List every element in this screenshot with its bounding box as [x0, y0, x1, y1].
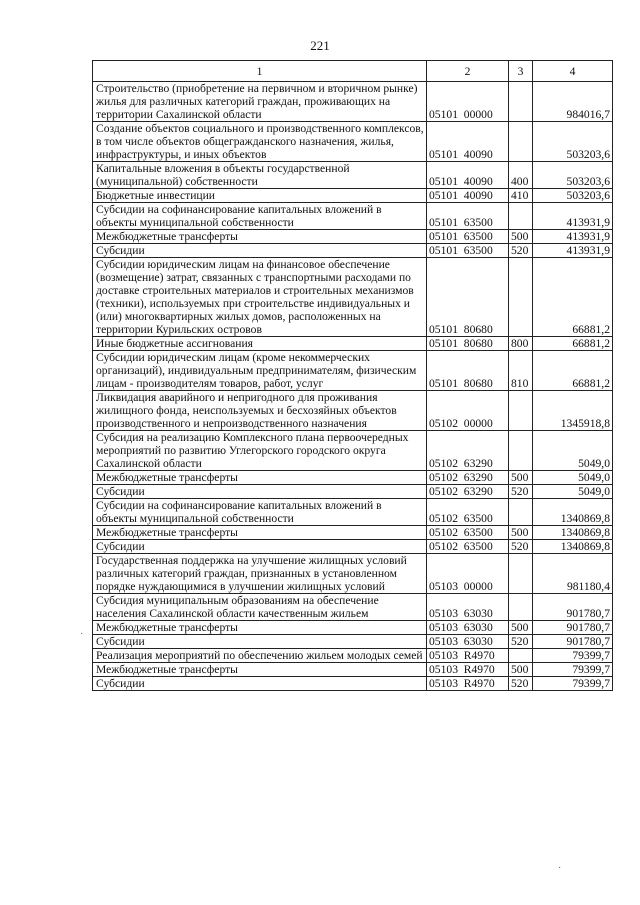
row-type-cell	[509, 499, 533, 526]
row-amount-cell: 901780,7	[533, 635, 613, 649]
table-row	[93, 189, 613, 203]
row-type-cell: 500	[509, 621, 533, 635]
row-name-cell: Субсидия на реализацию Комплексного плана первоочередных мероприятий по развитию Углегорского городского округа Сахалинской области	[93, 431, 427, 471]
table-row	[93, 203, 613, 230]
table-row	[93, 230, 613, 244]
row-type-cell: 500	[509, 526, 533, 540]
table-row	[93, 663, 613, 677]
row-code-cell: 05102 63500	[427, 499, 509, 526]
row-amount-cell: 413931,9	[533, 230, 613, 244]
row-type-cell: 810	[509, 351, 533, 391]
row-name-cell: Межбюджетные трансферты	[93, 230, 427, 244]
table-row	[93, 677, 613, 691]
row-code-cell: 05103 R4970	[427, 663, 509, 677]
row-type-cell	[509, 258, 533, 337]
row-type-cell	[509, 594, 533, 621]
row-code-cell: 05101 80680	[427, 258, 509, 337]
row-code-cell: 05102 63500	[427, 526, 509, 540]
row-name-cell: Межбюджетные трансферты	[93, 526, 427, 540]
row-code-cell: 05103 63030	[427, 635, 509, 649]
budget-table	[92, 60, 613, 691]
row-name-cell: Межбюджетные трансферты	[93, 663, 427, 677]
scan-speck: ·	[558, 862, 562, 873]
row-type-cell	[509, 82, 533, 122]
row-amount-cell: 984016,7	[533, 82, 613, 122]
row-name-cell: Государственная поддержка на улучшение жилищных условий различных категорий граждан, признанных в установленном порядке нуждающимися в улучшении жилищных условий	[93, 554, 427, 594]
row-name-cell: Субсидии юридическим лицам (кроме некоммерческих организаций), индивидуальным предпринимателям, физическим лицам - производителям товаров, работ, услуг	[93, 351, 427, 391]
row-amount-cell: 66881,2	[533, 351, 613, 391]
row-type-cell	[509, 203, 533, 230]
row-amount-cell: 901780,7	[533, 621, 613, 635]
row-name-cell: Субсидии на софинансирование капитальных вложений в объекты муниципальной собственности	[93, 499, 427, 526]
row-code-cell: 05103 00000	[427, 554, 509, 594]
table-row	[93, 526, 613, 540]
row-amount-cell: 66881,2	[533, 337, 613, 351]
row-code-cell: 05101 63500	[427, 203, 509, 230]
row-code-cell: 05103 63030	[427, 621, 509, 635]
row-type-cell: 400	[509, 162, 533, 189]
row-type-cell	[509, 122, 533, 162]
row-amount-cell: 5049,0	[533, 431, 613, 471]
row-code-cell: 05102 63290	[427, 471, 509, 485]
row-type-cell: 500	[509, 471, 533, 485]
row-amount-cell: 503203,6	[533, 189, 613, 203]
row-type-cell	[509, 554, 533, 594]
row-name-cell: Ликвидация аварийного и непригодного для проживания жилищного фонда, неиспользуемых и бесхозяйных объектов производственного и непроизводственного назначения	[93, 391, 427, 431]
row-amount-cell: 981180,4	[533, 554, 613, 594]
row-amount-cell: 503203,6	[533, 162, 613, 189]
row-type-cell: 410	[509, 189, 533, 203]
row-name-cell: Субсидии	[93, 540, 427, 554]
row-code-cell: 05101 40090	[427, 189, 509, 203]
row-code-cell: 05103 R4970	[427, 649, 509, 663]
row-name-cell: Иные бюджетные ассигнования	[93, 337, 427, 351]
header-cell-code: 2	[427, 61, 509, 82]
row-code-cell: 05101 40090	[427, 162, 509, 189]
table-header-row	[93, 61, 613, 82]
row-code-cell: 05102 00000	[427, 391, 509, 431]
row-amount-cell: 503203,6	[533, 122, 613, 162]
table-row	[93, 540, 613, 554]
row-amount-cell: 79399,7	[533, 677, 613, 691]
row-name-cell: Субсидии на софинансирование капитальных вложений в объекты муниципальной собственности	[93, 203, 427, 230]
row-name-cell: Субсидии	[93, 677, 427, 691]
row-code-cell: 05102 63290	[427, 485, 509, 499]
row-type-cell: 800	[509, 337, 533, 351]
row-name-cell: Межбюджетные трансферты	[93, 621, 427, 635]
header-cell-name: 1	[93, 61, 427, 82]
row-amount-cell: 1345918,8	[533, 391, 613, 431]
row-code-cell: 05101 63500	[427, 244, 509, 258]
table-row	[93, 649, 613, 663]
row-type-cell: 520	[509, 677, 533, 691]
row-name-cell: Межбюджетные трансферты	[93, 471, 427, 485]
table-row	[93, 485, 613, 499]
row-amount-cell: 79399,7	[533, 649, 613, 663]
table-row	[93, 391, 613, 431]
row-name-cell: Бюджетные инвестиции	[93, 189, 427, 203]
row-code-cell: 05103 R4970	[427, 677, 509, 691]
table-row	[93, 554, 613, 594]
table-row	[93, 351, 613, 391]
row-name-cell: Субсидия муниципальным образованиям на обеспечение населения Сахалинской области качественным жильем	[93, 594, 427, 621]
budget-table-body	[93, 61, 613, 691]
row-type-cell: 520	[509, 244, 533, 258]
header-cell-type: 3	[509, 61, 533, 82]
row-type-cell	[509, 649, 533, 663]
row-code-cell: 05102 63500	[427, 540, 509, 554]
row-type-cell: 500	[509, 230, 533, 244]
row-amount-cell: 901780,7	[533, 594, 613, 621]
row-name-cell: Субсидии юридическим лицам на финансовое обеспечение (возмещение) затрат, связанных с транспортными расходами по доставке строительных материалов и строительных механизмов (техники), используемых при строительстве индивидуальных и (или) многоквартирных жилых домов, расположенных на территории Курильских островов	[93, 258, 427, 337]
row-amount-cell: 413931,9	[533, 244, 613, 258]
table-row	[93, 594, 613, 621]
table-row	[93, 635, 613, 649]
row-name-cell: Субсидии	[93, 244, 427, 258]
table-row	[93, 162, 613, 189]
row-name-cell: Субсидии	[93, 485, 427, 499]
row-amount-cell: 1340869,8	[533, 526, 613, 540]
table-row	[93, 258, 613, 337]
row-code-cell: 05101 40090	[427, 122, 509, 162]
row-type-cell	[509, 431, 533, 471]
row-type-cell: 500	[509, 663, 533, 677]
row-code-cell: 05101 80680	[427, 337, 509, 351]
row-amount-cell: 413931,9	[533, 203, 613, 230]
row-code-cell: 05101 80680	[427, 351, 509, 391]
table-row	[93, 337, 613, 351]
row-amount-cell: 1340869,8	[533, 499, 613, 526]
row-code-cell: 05101 00000	[427, 82, 509, 122]
table-row	[93, 621, 613, 635]
page-number: 221	[310, 38, 330, 53]
row-type-cell: 520	[509, 635, 533, 649]
table-row	[93, 499, 613, 526]
row-name-cell: Реализация мероприятий по обеспечению жильем молодых семей	[93, 649, 427, 663]
row-type-cell: 520	[509, 540, 533, 554]
row-type-cell	[509, 391, 533, 431]
row-code-cell: 05103 63030	[427, 594, 509, 621]
table-row	[93, 471, 613, 485]
row-code-cell: 05101 63500	[427, 230, 509, 244]
row-amount-cell: 5049,0	[533, 485, 613, 499]
row-name-cell: Субсидии	[93, 635, 427, 649]
row-amount-cell: 5049,0	[533, 471, 613, 485]
table-row	[93, 244, 613, 258]
row-name-cell: Создание объектов социального и производственного комплексов, в том числе объектов общегражданского назначения, жилья, инфраструктуры, и иных объектов	[93, 122, 427, 162]
row-amount-cell: 66881,2	[533, 258, 613, 337]
scan-speck: ·	[80, 628, 84, 639]
row-name-cell: Капитальные вложения в объекты государственной (муниципальной) собственности	[93, 162, 427, 189]
row-amount-cell: 79399,7	[533, 663, 613, 677]
header-cell-amount: 4	[533, 61, 613, 82]
table-row	[93, 122, 613, 162]
row-type-cell: 520	[509, 485, 533, 499]
table-row	[93, 431, 613, 471]
row-name-cell: Строительство (приобретение на первичном и вторичном рынке) жилья для различных категорий граждан, проживающих на территории Сахалинской области	[93, 82, 427, 122]
table-row	[93, 82, 613, 122]
row-code-cell: 05102 63290	[427, 431, 509, 471]
row-amount-cell: 1340869,8	[533, 540, 613, 554]
